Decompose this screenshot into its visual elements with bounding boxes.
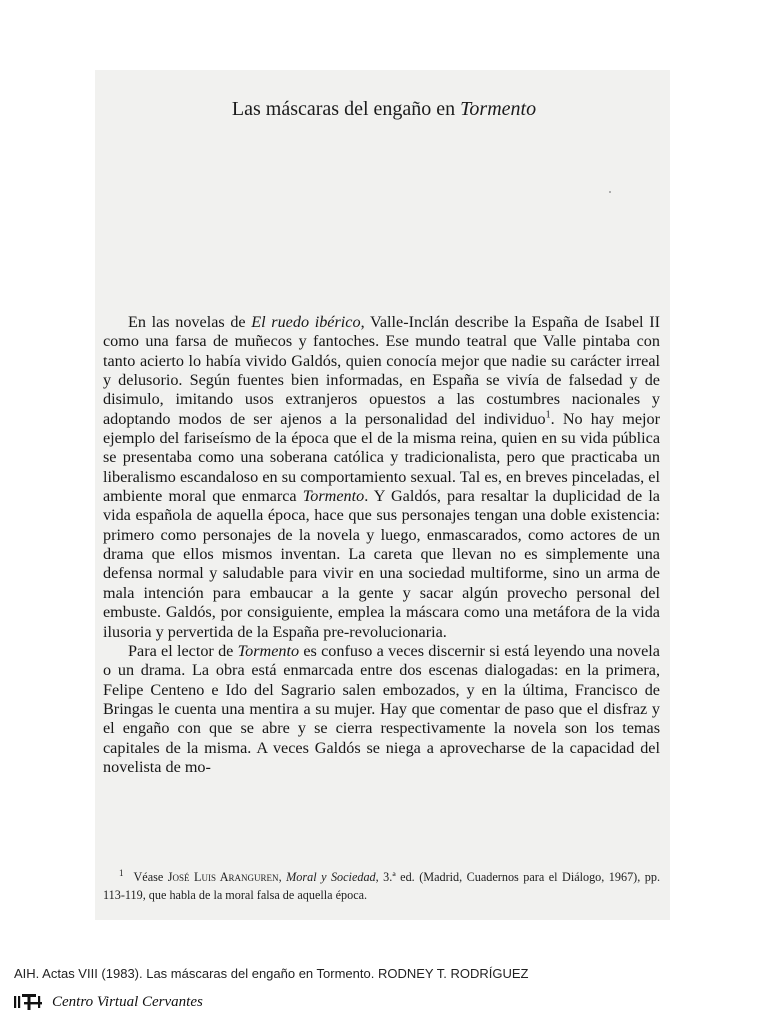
footnote-author: José Luis Aranguren <box>167 870 279 885</box>
scan-speck <box>609 191 611 193</box>
footnote-ref: 1 <box>545 409 551 421</box>
text-run: En las novelas de <box>128 313 252 331</box>
text-run: . Y Galdós, para resaltar la duplicidad de la vida española de aquella época, hace que sus personajes tengan una doble existencia: primero como personajes de la novela y luego, enmascarados, como actores de un drama que ellos mismos inventan. La careta que llevan no es simplemente una defensa normal y saludable para vivir en una sociedad multiforme, sino un arma de mala intención para embaucar a la gente y sacar algún provecho personal del embuste. Galdós, por consiguiente, emplea la máscara como una metáfora de la vida ilusoria y pervertida de la España pre-revolucionaria. <box>103 487 660 641</box>
cvc-logo[interactable] <box>14 991 203 1013</box>
footnote: $^1$ Véase José Luis Aranguren, Moral y Sociedad, 3.ª ed. (Madrid, Cuadernos para el Diálogo, 1967), pp. 113-119, que habla de la moral falsa de aquella época. <box>103 868 661 903</box>
text-run: , Valle-Inclán describe la España de Isabel II como una farsa de muñecos y fantoches. Ese mundo teatral que Valle pintaba con tanto acierto lo había vivido Galdós, quien conocía mejor que nadie su carácter irreal y delusorio. Según fuentes bien informadas, en España se vivía de falsedad y de disimulo, imitando usos extranjeros opuestos a las costumbres nacionales y adoptando modos de ser ajenos a la personalidad del individuo <box>103 313 660 428</box>
body-text <box>103 313 660 777</box>
cvc-logo-icon <box>14 993 44 1011</box>
footnote-mark: 1 <box>119 868 124 878</box>
page-title: Las máscaras del engaño en Tormento <box>231 98 537 120</box>
italic-title-ref: Tormento <box>302 487 365 506</box>
italic-title-ref: El ruedo ibérico <box>251 313 361 331</box>
text-run: Para el lector de <box>128 641 238 660</box>
source-citation: AIH. Actas VIII (1983). Las máscaras del engaño en Tormento. RODNEY T. RODRÍGUEZ <box>14 966 529 981</box>
italic-title-ref: Tormento <box>237 641 300 660</box>
body-paragraph <box>103 313 660 642</box>
footnote-work: Moral y Sociedad <box>286 870 376 885</box>
body-paragraph <box>103 642 660 777</box>
text-run: es confuso a veces discernir si está leyendo una novela o un drama. La obra está enmarcada entre dos escenas dialogadas: en la primera, Felipe Centeno e Ido del Sagrario salen embozados, y en la última, Francisco de Bringas le cuenta una mentira a su mujer. Hay que comentar de paso que el disfraz y el engaño con que se abre y se cierra respectivamente la novela son los temas capitales de la misma. A veces Galdós se niega a aprovecharse de la capacidad del novelista de mo- <box>103 641 660 776</box>
cvc-logo-text: Centro Virtual Cervantes <box>52 993 203 1010</box>
text-run: . No hay mejor ejemplo del fariseísmo de la época que el de la misma reina, quien en su vida pública se presentaba como una soberana católica y tradicionalista, pero que practicaba un liberalismo escandaloso en su comportamiento sexual. Tal es, en breves pinceladas, el ambiente moral que enmarca <box>103 409 660 506</box>
